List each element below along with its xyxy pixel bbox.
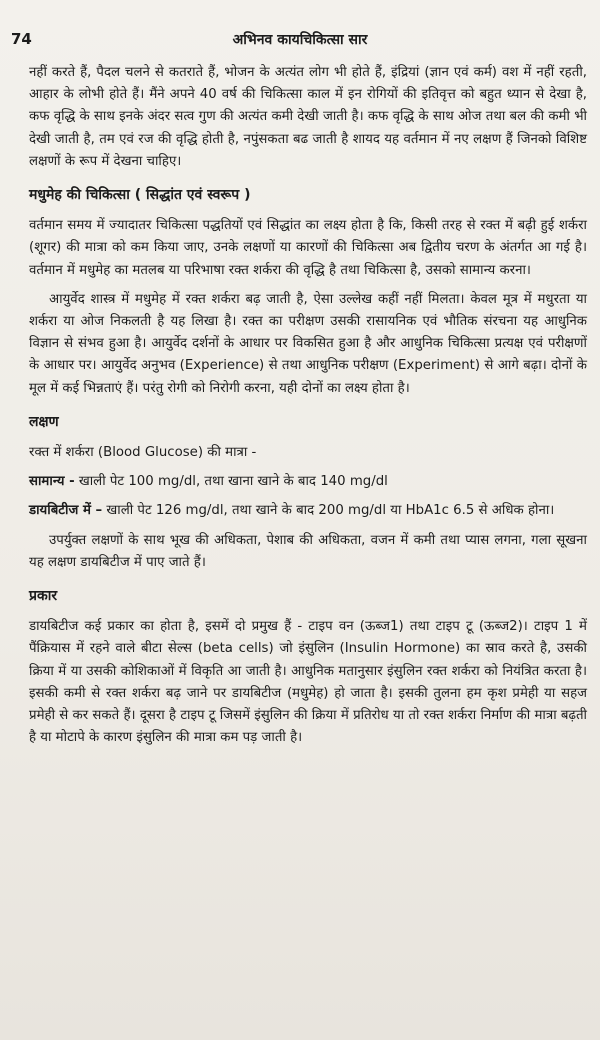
diabetes-range	[29, 500, 587, 522]
normal-text: खाली पेट 100 mg/dl, तथा खाना खाने के बाद 140 mg/dl	[74, 474, 388, 490]
page-header	[0, 30, 600, 56]
symptoms-heading: लक्षण	[29, 413, 59, 430]
page-number: 74	[11, 30, 32, 48]
running-title: अभिनव कायचिकित्सा सार	[232, 32, 368, 48]
symptoms-summary: उपर्युक्त लक्षणों के साथ भूख की अधिकता, पेशाब की अधिकता, वजन में कमी तथा प्यास लगना, गला सूखना यह लक्षण डायबिटीज में पाए जाते हैं।	[29, 532, 587, 570]
treatment-heading: मधुमेह की चिकित्सा ( सिद्धांत एवं स्वरूप )	[29, 187, 251, 204]
page-content	[29, 62, 587, 749]
types-paragraph: डायबिटीज कई प्रकार का होता है, इसमें दो प्रमुख हैं - टाइप वन (ऊब्ज1) तथा टाइप टू (ऊब्ज2)। टाइप 1 में पैंक्रियास में रहने वाले बीटा सेल्स (beta cells) जो इंसुलिन (Insulin Hormone) का स्राव करते है, उसकी क्रिया में या उसकी कोशिकाओं में विकृति आ जाती है। आधुनिक मतानुसार इंसुलिन रक्त शर्करा को नियंत्रित करता है। इसकी कमी से रक्त शर्करा बढ़ जाने पर डायबिटीज (मधुमेह) हो जाता है। इसकी तुलना हम कृश प्रमेही या सहज प्रमेही से कर सकते हैं। दूसरा है टाइप टू जिसमें इंसुलिन की क्रिया में प्रतिरोध या तो रक्त शर्करा निर्माण की मात्रा बढ़ती है या मोटापे के कारण इंसुलिन की मात्रा कम पड़ जाती है।	[29, 619, 587, 746]
symptoms-intro: रक्त में शर्करा (Blood Glucose) की मात्रा -	[29, 445, 257, 461]
normal-range	[29, 471, 587, 493]
diabetes-text: खाली पेट 126 mg/dl, तथा खाने के बाद 200 mg/dl या HbA1c 6.5 से अधिक होना।	[102, 503, 555, 519]
normal-label: सामान्य -	[29, 474, 75, 490]
treatment-paragraph-2: आयुर्वेद शास्त्र में मधुमेह में रक्त शर्करा बढ़ जाती है, ऐसा उल्लेख कहीं नहीं मिलता। केवल मूत्र में मधुरता या शर्करा या ओज निकलती है यह लिखा है। रक्त का परीक्षण उसकी रासायनिक एवं भौतिक संरचना यह आधुनिक विज्ञान से संभव हुआ है। आयुर्वेद दर्शनों के आधार पर विकसित हुआ है और आधुनिक चिकित्सा प्रत्यक्ष एवं परीक्षणों के आधार पर। आयुर्वेद अनुभव (Experience) से तथा आधुनिक परीक्षण (Experiment) से आगे बढ़ा। दोनों के मूल में कई भिन्नताएं हैं। परंतु रोगी को निरोगी करना, यही दोनों का लक्ष्य होता है।	[29, 291, 587, 396]
diabetes-label: डायबिटीज में –	[29, 503, 103, 519]
types-heading: प्रकार	[29, 588, 58, 605]
treatment-paragraph-1: वर्तमान समय में ज्यादातर चिकित्सा पद्धतियों एवं सिद्धांत का लक्ष्य होता है कि, किसी तरह से रक्त में बढ़ी हुई शर्करा (शूगर) की मात्रा को कम किया जाए, उनके लक्षणों या कारणों की चिकित्सा अब द्वितीय चरण के अंतर्गत आ गई है। वर्तमान में मधुमेह का मतलब या परिभाषा रक्त शर्करा की वृद्धि है तथा चिकित्सा है, उसको सामान्य करना।	[29, 218, 587, 278]
intro-paragraph: नहीं करते हैं, पैदल चलने से कतराते हैं, भोजन के अत्यंत लोग भी होते हैं, इंद्रियां (ज्ञान एवं कर्म) वश में नहीं रहती, आहार के लोभी होते हैं। मैंने अपने 40 वर्ष की चिकित्सा काल में इन रोगियों की इतिवृत्त को बहुत ध्यान से देखा है, कफ वृद्धि के साथ इनके अंदर सत्व गुण की अत्यंत कमी देखी जाती है। कफ वृद्धि के साथ ओज तथा बल की कमी भी देखी जाती है, तम एवं रज की वृद्धि होती है, नपुंसकता बढ जाती है शायद यह वर्तमान में नए लक्षण हैं जिनको विशिष्ट लक्षणों के रूप में देखना चाहिए।	[29, 65, 587, 169]
